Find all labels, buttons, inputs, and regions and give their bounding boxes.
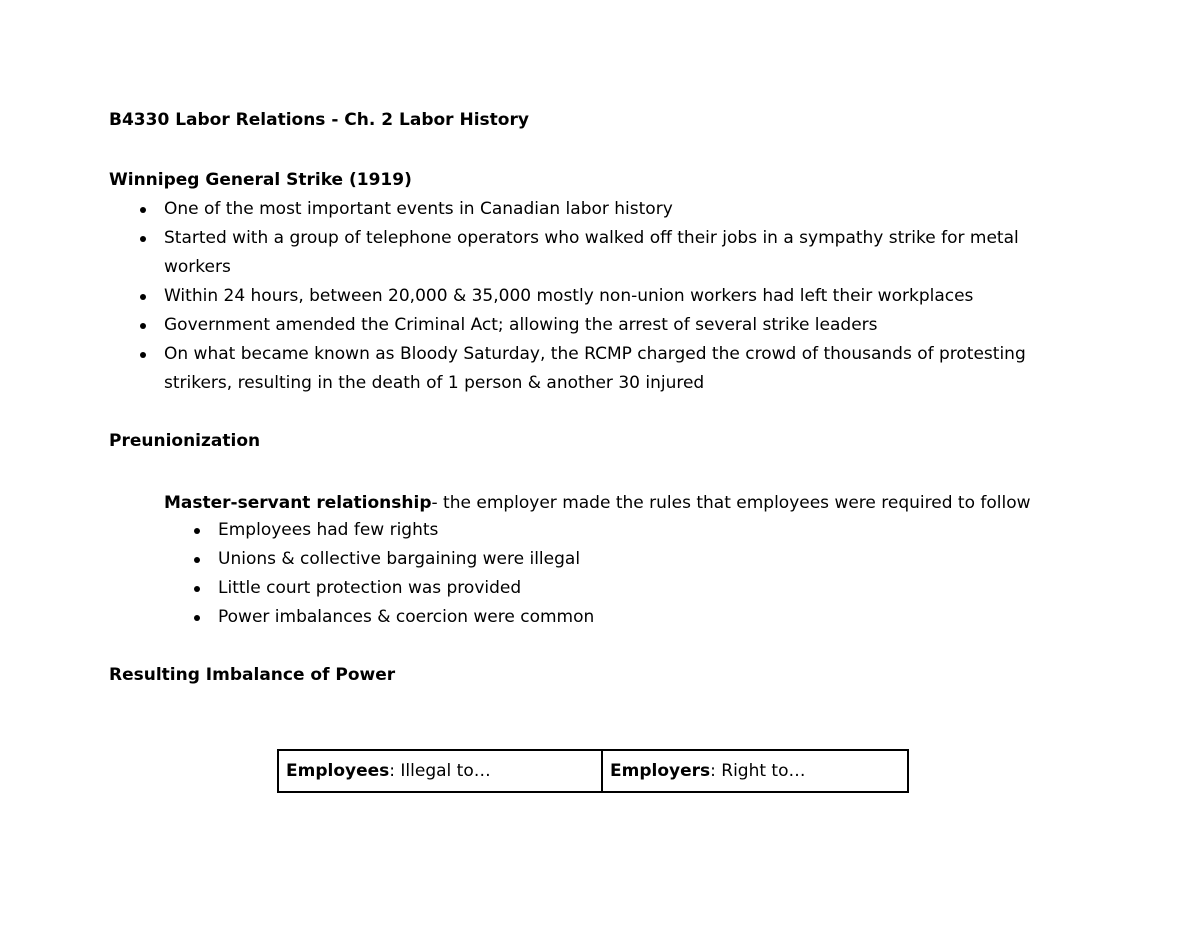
document-title: B4330 Labor Relations - Ch. 2 Labor History	[109, 110, 529, 130]
preunionization-heading: Preunionization	[109, 431, 261, 451]
bullet-icon	[194, 586, 200, 592]
employers-text: : Right to…	[710, 761, 806, 781]
list-item-text: Power imbalances & coercion were common	[218, 607, 595, 627]
list-item-text: On what became known as Bloody Saturday, the RCMP charged the crowd of thousands of protesting strikers, resulting in the death of 1 person & another 30 injured	[164, 344, 1026, 393]
definition-text: - the employer made the rules that employees were required to follow	[431, 493, 1031, 513]
table-row	[278, 750, 908, 792]
definition-term: Master-servant relationship	[164, 493, 432, 513]
list-item	[164, 282, 1044, 311]
list-item-text: One of the most important events in Canadian labor history	[164, 199, 673, 219]
list-item-text: Government amended the Criminal Act; allowing the arrest of several strike leaders	[164, 315, 878, 335]
bullet-icon	[140, 207, 146, 213]
bullet-icon	[140, 236, 146, 242]
bullet-icon	[194, 528, 200, 534]
list-item	[164, 311, 1044, 340]
list-item-text: Started with a group of telephone operators who walked off their jobs in a sympathy strike for metal workers	[164, 228, 1019, 277]
employees-cell	[278, 750, 602, 792]
list-item	[218, 516, 918, 545]
employees-label: Employees	[286, 761, 390, 781]
bullet-icon	[194, 615, 200, 621]
list-item	[164, 195, 1044, 224]
list-item	[218, 603, 918, 632]
list-item-text: Unions & collective bargaining were illegal	[218, 549, 581, 569]
bullet-icon	[194, 557, 200, 563]
list-item	[218, 574, 918, 603]
bullet-icon	[140, 323, 146, 329]
winnipeg-strike-heading: Winnipeg General Strike (1919)	[109, 170, 412, 190]
list-item-text: Little court protection was provided	[218, 578, 522, 598]
list-item	[218, 545, 918, 574]
bullet-icon	[140, 352, 146, 358]
employers-label: Employers	[610, 761, 711, 781]
winnipeg-strike-list	[164, 195, 1044, 398]
master-servant-definition	[164, 489, 1031, 518]
list-item-text: Employees had few rights	[218, 520, 439, 540]
list-item	[164, 340, 1044, 398]
list-item-text: Within 24 hours, between 20,000 & 35,000 mostly non-union workers had left their workplaces	[164, 286, 974, 306]
preunionization-list	[218, 516, 918, 632]
employers-cell	[602, 750, 908, 792]
employees-text: : Illegal to…	[389, 761, 491, 781]
list-item	[164, 224, 1044, 282]
bullet-icon	[140, 294, 146, 300]
imbalance-heading: Resulting Imbalance of Power	[109, 665, 396, 685]
power-imbalance-table	[277, 749, 909, 793]
